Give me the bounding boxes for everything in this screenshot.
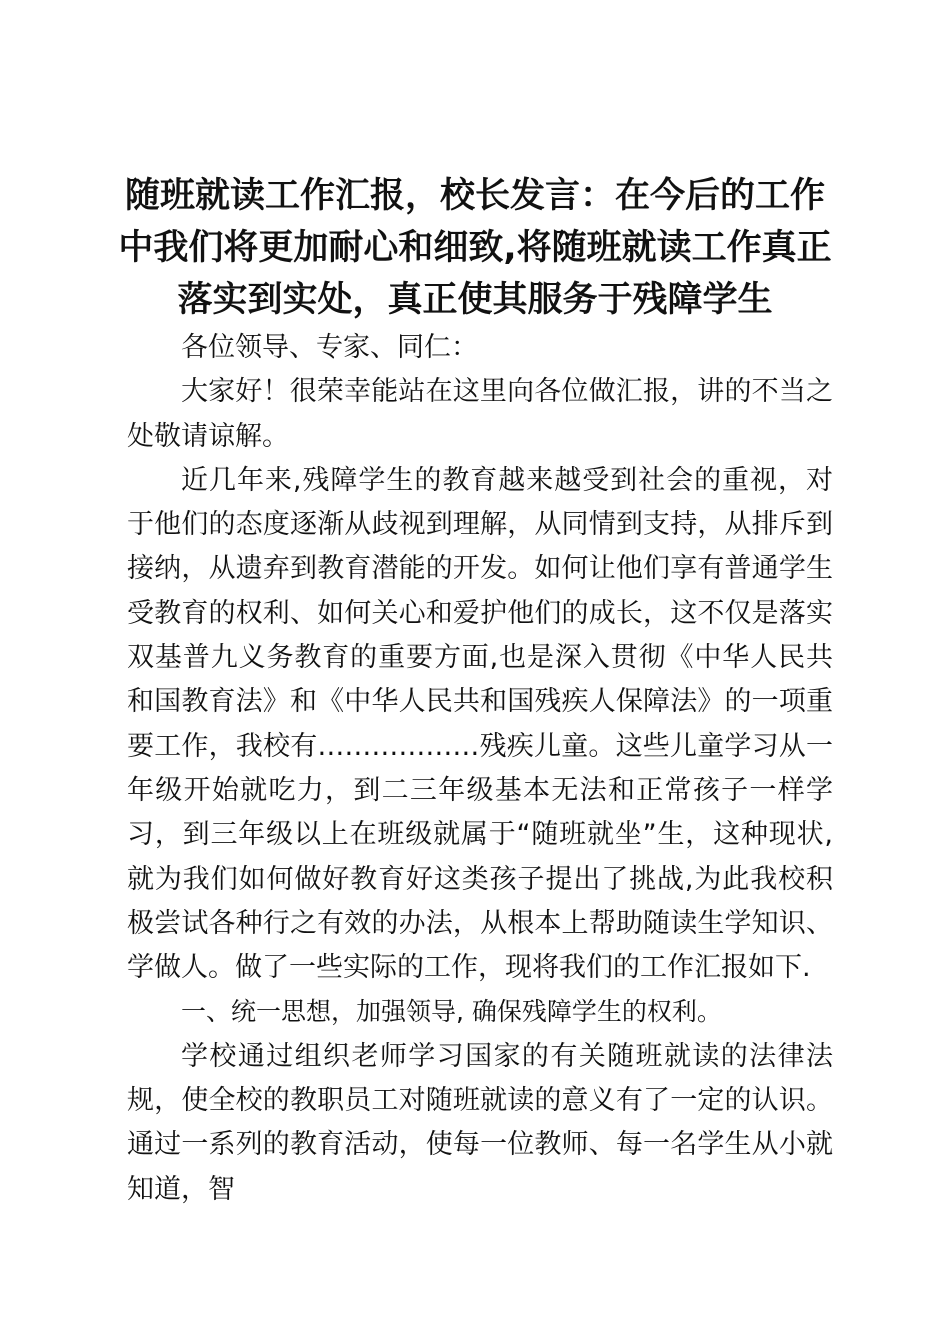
document-body [127,326,833,1212]
background-paragraph: 近几年来,残障学生的教育越来越受到社会的重视，对于他们的态度逐渐从歧视到理解，从同情到支持，从排斥到接纳，从遗弃到教育潜能的开发。如何让他们享有普通学生受教育的权利、如何关心和爱护他们的成长，这不仅是落实双基普九义务教育的重要方面,也是深入贯彻《中华人民共和国教育法》和《中华人民共和国残疾人保障法》的一项重要工作，我校有………………残疾儿童。这些儿童学习从一年级开始就吃力，到二三年级基本无法和正常孩子一样学习，到三年级以上在班级就属于“随班就坐”生，这种现状,就为我们如何做好教育好这类孩子提出了挑战,为此我校积极尝试各种行之有效的办法，从根本上帮助随读生学知识、学做人。做了一些实际的工作，现将我们的工作汇报如下. [127,464,833,984]
section-paragraph: 学校通过组织老师学习国家的有关随班就读的法律法规，使全校的教职员工对随班就读的意义有了一定的认识。通过一系列的教育活动，使每一位教师、每一名学生从小就知道，智 [127,1040,833,1205]
greeting-paragraph: 大家好！很荣幸能站在这里向各位做汇报，讲的不当之处敬请谅解。 [127,376,833,452]
section-heading: 一、统一思想，加强领导, 确保残障学生的权利。 [181,997,722,1027]
document-title: 随班就读工作汇报，校长发言：在今后的工作中我们将更加耐心和细致,将随班就读工作真正落实到实处，真正使其服务于残障学生 [118,176,832,320]
salutation-paragraph: 各位领导、专家、同仁： [181,332,478,363]
